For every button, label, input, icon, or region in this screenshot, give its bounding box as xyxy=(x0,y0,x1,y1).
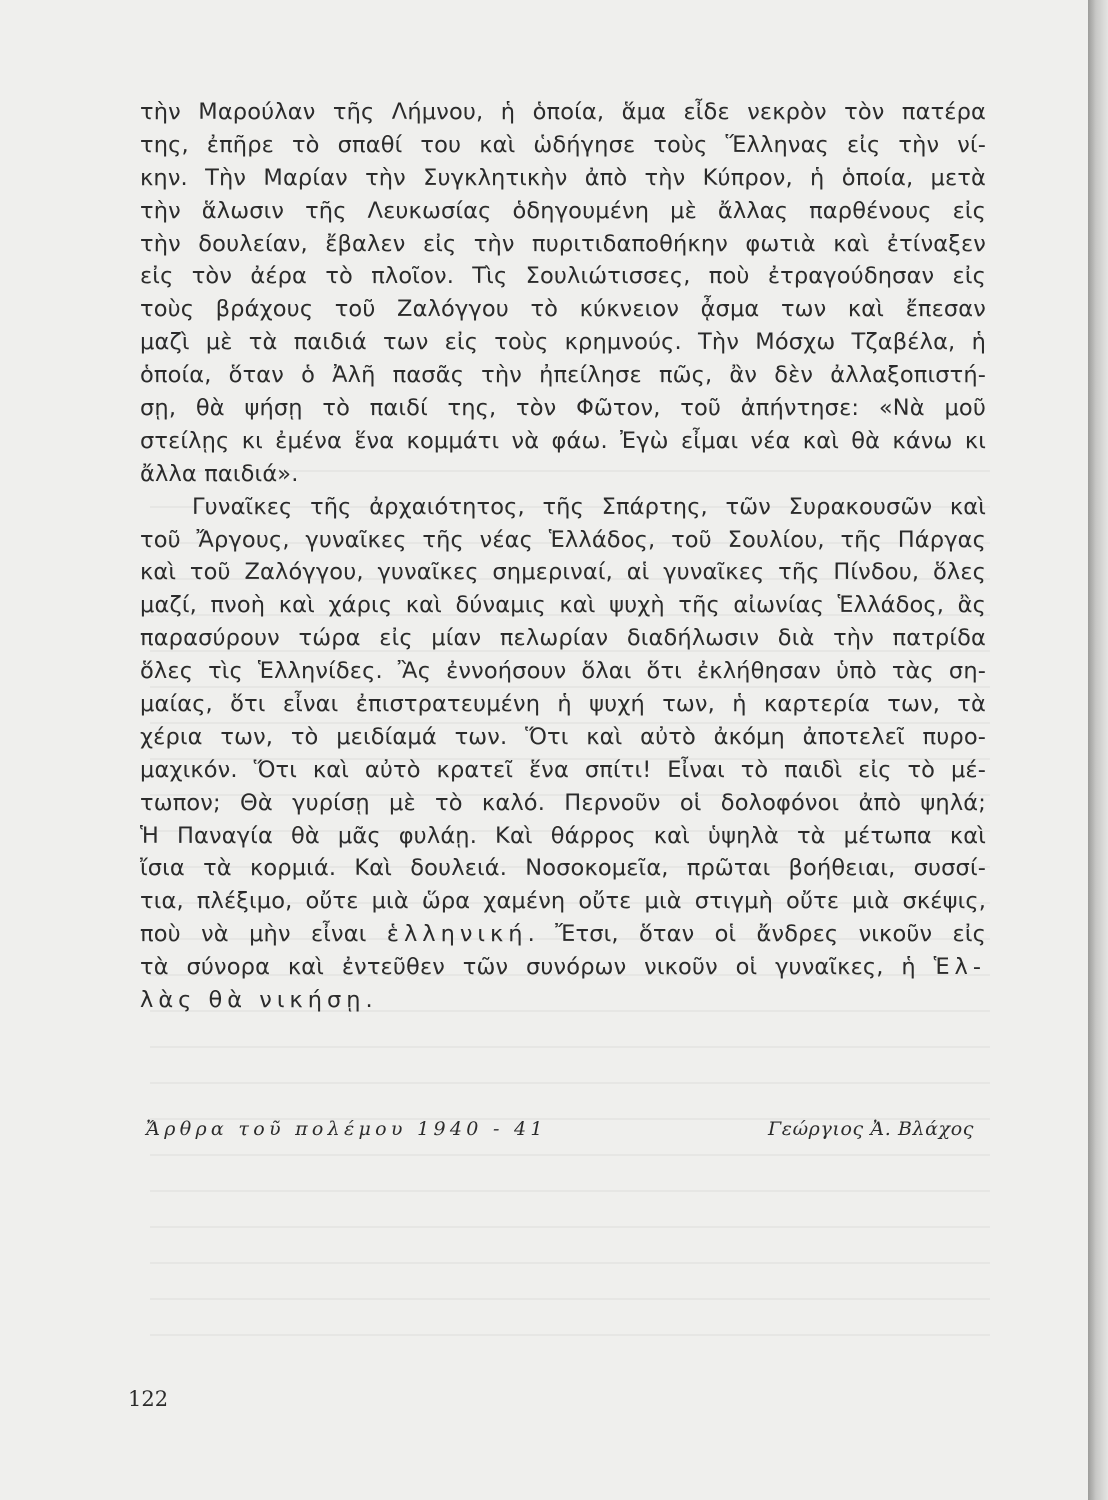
text-line: Ἡ Παναγία θὰ μᾶς φυλάῃ. Καὶ θάρρος καὶ ὑψηλὰ τὰ μέτωπα καὶ xyxy=(140,822,986,849)
spaced-word: λὰς θὰ νικήσῃ xyxy=(140,987,366,1014)
attribution xyxy=(146,1112,974,1146)
text-line: ὁποία, ὅταν ὁ Ἀλῆ πασᾶς τὴν ἠπείλησε πῶς, ἂν δὲν ἀλλαξοπιστή- xyxy=(140,362,986,389)
paragraph-1 xyxy=(140,96,986,491)
text-line: στείλῃς κι ἐμένα ἕνα κομμάτι νὰ φάω. Ἐγὼ εἶμαι νέα καὶ θὰ κάνω κι xyxy=(140,427,986,454)
text-line xyxy=(140,984,986,1017)
text-line: τὴν ἅλωσιν τῆς Λευκωσίας ὁδηγουμένη μὲ ἄλλας παρθένους εἰς xyxy=(140,197,986,224)
text-line: της, ἐπῆρε τὸ σπαθί του καὶ ὡδήγησε τοὺς Ἕλληνας εἰς τὴν νί- xyxy=(140,131,986,158)
text-line: ἄλλα παιδιά». xyxy=(140,460,299,487)
text-segment: ποὺ νὰ μὴν εἶναι xyxy=(140,921,367,948)
text-line: καὶ τοῦ Ζαλόγγου, γυναῖκες σημεριναί, αἱ γυναῖκες τῆς Πίνδου, ὅλες xyxy=(140,559,986,586)
text-line: Γυναῖκες τῆς ἀρχαιότητος, τῆς Σπάρτης, τῶν Συρακουσῶν καὶ xyxy=(192,493,986,520)
text-line: τὴν Μαρούλαν τῆς Λήμνου, ἡ ὁποία, ἅμα εἶδε νεκρὸν τὸν πατέρα xyxy=(140,99,986,125)
text-line: τια, πλέξιμο, οὔτε μιὰ ὥρα χαμένη οὔτε μιὰ στιγμὴ οὔτε μιὰ σκέψις, xyxy=(140,888,986,915)
text-line: χέρια των, τὸ μειδίαμά των. Ὅτι καὶ αὐτὸ ἀκόμη ἀποτελεῖ πυρο- xyxy=(140,723,986,750)
spaced-word: Ἑλ- xyxy=(933,954,986,981)
text-line: μαζὶ μὲ τὰ παιδιά των εἰς τοὺς κρημνούς. Τὴν Μόσχω Τζαβέλα, ἡ xyxy=(140,329,986,356)
spaced-word: ἑλληνική xyxy=(386,921,528,948)
text-line: ὅλες τὶς Ἑλληνίδες. Ἂς ἐννοήσουν ὅλαι ὅτι ἐκλήθησαν ὑπὸ τὰς ση- xyxy=(140,658,986,685)
text-line: ἴσια τὰ κορμιά. Καὶ δουλειά. Νοσοκομεῖα, πρῶται βοήθειαι, συσσί- xyxy=(140,855,986,882)
text-segment: . xyxy=(365,987,373,1014)
text-line xyxy=(140,951,986,984)
text-line: σῃ, θὰ ψήσῃ τὸ παιδί της, τὸν Φῶτον, τοῦ ἀπήντησε: «Νὰ μοῦ xyxy=(140,395,986,422)
page-edge-shadow xyxy=(1088,0,1108,1500)
text-line: τοὺς βράχους τοῦ Ζαλόγγου τὸ κύκνειον ᾆσμα των καὶ ἔπεσαν xyxy=(140,296,986,323)
source-title: Ἄρθρα τοῦ πολέμου 1940 - 41 xyxy=(146,1118,547,1140)
text-line: τοῦ Ἄργους, γυναῖκες τῆς νέας Ἑλλάδος, τοῦ Σουλίου, τῆς Πάργας xyxy=(140,526,986,553)
text-line: εἰς τὸν ἀέρα τὸ πλοῖον. Τὶς Σουλιώτισσες, ποὺ ἐτραγούδησαν εἰς xyxy=(140,263,986,290)
text-line: τὴν δουλείαν, ἔβαλεν εἰς τὴν πυριτιδαποθήκην φωτιὰ καὶ ἐτίναξεν xyxy=(140,230,986,257)
text-segment: τὰ σύνορα καὶ ἐντεῦθεν τῶν συνόρων νικοῦν οἱ γυναῖκες, ἡ xyxy=(140,954,916,981)
text-line: παρασύρουν τώρα εἰς μίαν πελωρίαν διαδήλωσιν διὰ τὴν πατρίδα xyxy=(140,625,986,652)
text-line xyxy=(140,918,986,951)
text-line: κην. Τὴν Μαρίαν τὴν Συγκλητικὴν ἀπὸ τὴν Κύπρον, ἡ ὁποία, μετὰ xyxy=(140,164,986,191)
author-name: Γεώργιος Ἀ. Βλάχος xyxy=(768,1118,974,1140)
article-text xyxy=(140,96,986,1017)
text-segment: . Ἔτσι, ὅταν οἱ ἄνδρες νικοῦν εἰς xyxy=(527,921,986,948)
paragraph-2 xyxy=(140,491,986,1017)
text-line: τωπον; Θὰ γυρίσῃ μὲ τὸ καλό. Περνοῦν οἱ δολοφόνοι ἀπὸ ψηλά; xyxy=(140,789,986,816)
text-line: μαζί, πνοὴ καὶ χάρις καὶ δύναμις καὶ ψυχὴ τῆς αἰωνίας Ἑλλάδος, ἂς xyxy=(140,592,986,619)
text-line: μαίας, ὅτι εἶναι ἐπιστρατευμένη ἡ ψυχή των, ἡ καρτερία των, τὰ xyxy=(140,691,986,718)
text-line: μαχικόν. Ὅτι καὶ αὐτὸ κρατεῖ ἕνα σπίτι! Εἶναι τὸ παιδὶ εἰς τὸ μέ- xyxy=(140,756,986,783)
page-number: 122 xyxy=(128,1387,169,1411)
